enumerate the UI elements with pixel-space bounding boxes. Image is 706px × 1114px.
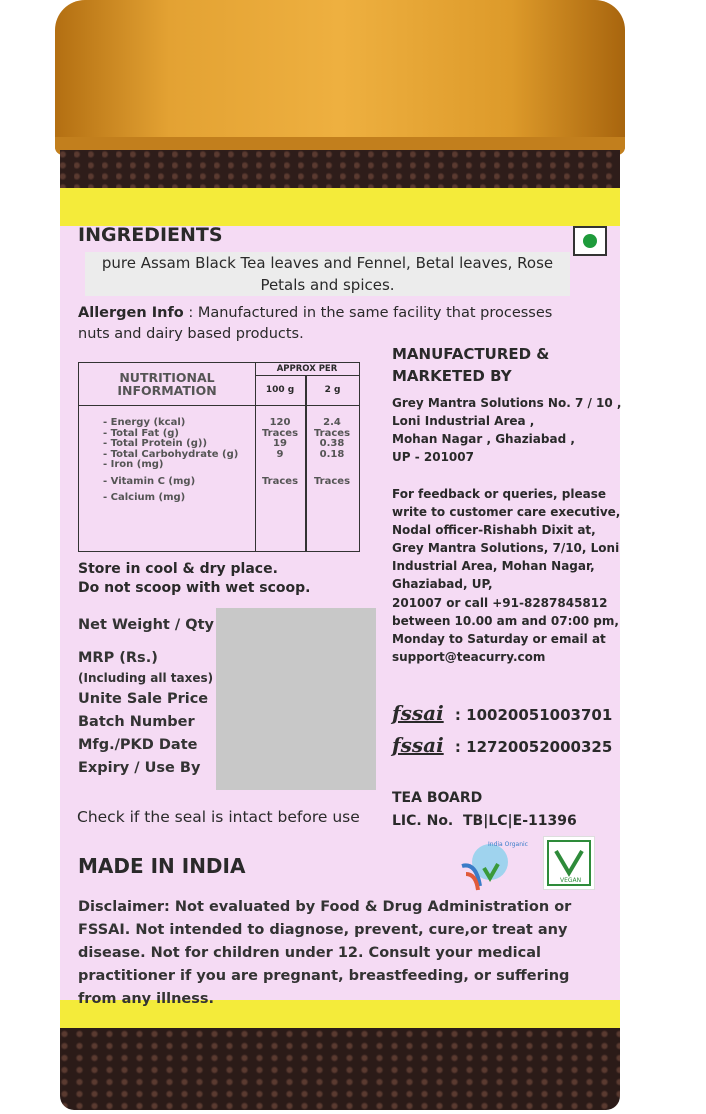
col-100g: 100 g xyxy=(265,385,295,395)
unit-price-label: Unite Sale Price xyxy=(78,691,209,707)
text-line: Grey Mantra Solutions No. 7 / 10 , xyxy=(392,396,622,410)
nutrition-v2: 0.38 xyxy=(319,438,345,449)
svg-text:India Organic: India Organic xyxy=(488,841,528,848)
mfg-date-label: Mfg./PKD Date xyxy=(78,737,198,753)
fssai-license-1: : 10020051003701 xyxy=(454,706,613,724)
fssai-logo: fssai xyxy=(392,733,444,757)
text-line: 201007 or call +91-8287845812 xyxy=(392,595,608,610)
nutrition-name: - Total Carbohydrate (g) xyxy=(103,448,239,460)
label-band-top xyxy=(60,188,620,226)
text-line: Loni Industrial Area , xyxy=(392,414,535,428)
text-line: between 10.00 am and 07:00 pm, xyxy=(392,613,619,628)
nutrition-row xyxy=(103,492,353,503)
tea-leaves-bottom xyxy=(60,1028,620,1110)
nutrition-v100: 19 xyxy=(273,438,287,449)
batch-number-label: Batch Number xyxy=(78,714,195,730)
ingredients-title: INGREDIENTS xyxy=(78,224,223,246)
text-line: Nodal officer-Rishabh Dixit at, xyxy=(392,523,596,538)
nutrition-v100: 9 xyxy=(276,448,284,460)
text-line: Industrial Area, Mohan Nagar, xyxy=(392,559,595,574)
feedback-info xyxy=(392,485,620,666)
fssai-license-2: : 12720052000325 xyxy=(454,738,613,756)
india-organic-logo-icon xyxy=(458,838,528,893)
tea-board-title: TEA BOARD xyxy=(392,790,483,806)
veg-mark-icon xyxy=(573,226,607,256)
svg-text:VEGAN: VEGAN xyxy=(560,877,582,884)
nutrition-v2: Traces xyxy=(313,476,351,487)
text-line: Monday to Saturday or email at xyxy=(392,631,606,646)
tea-board-license xyxy=(392,787,577,833)
expiry-label: Expiry / Use By xyxy=(78,760,201,776)
manufacturer-title: MANUFACTURED & MARKETED BY xyxy=(392,345,550,385)
nutrition-v2: Traces xyxy=(313,427,351,439)
ingredients-text: pure Assam Black Tea leaves and Fennel, Betal leaves, Rose Petals and spices. xyxy=(85,252,570,296)
nutrition-row xyxy=(103,438,353,449)
nutrition-table xyxy=(78,362,360,552)
fssai-logo: fssai xyxy=(392,701,444,725)
print-area xyxy=(216,608,376,790)
made-in-india: MADE IN INDIA xyxy=(78,854,246,878)
text-line: support@teacurry.com xyxy=(392,649,546,664)
approx-per-header: APPROX PER xyxy=(276,364,338,374)
text-line: Grey Mantra Solutions, 7/10, Loni xyxy=(392,541,620,556)
allergen-label: Allergen Info xyxy=(78,305,184,321)
text-line: For feedback or queries, please xyxy=(392,487,606,501)
text-line: Mohan Nagar , Ghaziabad , xyxy=(392,432,575,446)
nutrition-row xyxy=(103,459,353,476)
nutrition-v100: Traces xyxy=(261,427,299,439)
nutrition-v2: 0.18 xyxy=(319,448,345,460)
jar-lid xyxy=(55,0,625,155)
disclaimer: Disclaimer: Not evaluated by Food & Drug Administration or FSSAI. Not intended to diagnose, prevent, cure,or treat any disease. Not for children under 12. Consult your medical practitioner if you are pregnant, breastfeeding, or suffering from any illness. xyxy=(78,899,572,1007)
taxes-note: (Including all taxes) xyxy=(78,671,214,685)
manufacturer-address xyxy=(392,394,621,466)
nutrition-title-1: NUTRITIONAL xyxy=(119,370,215,385)
mrp-label: MRP (Rs.) xyxy=(78,650,158,666)
text-line: UP - 201007 xyxy=(392,450,474,464)
nutrition-name: - Vitamin C (mg) xyxy=(103,476,196,487)
net-weight-label: Net Weight / Qty xyxy=(78,617,214,633)
nutrition-row xyxy=(103,476,353,492)
nutrition-v100: Traces xyxy=(261,476,299,487)
allergen-info xyxy=(78,303,588,345)
nutrition-row xyxy=(103,417,353,428)
nutrition-name: - Iron (mg) xyxy=(103,459,164,470)
nutrition-name: - Total Fat (g) xyxy=(103,427,179,439)
fssai-licenses xyxy=(392,698,612,762)
nutrition-name: - Calcium (mg) xyxy=(103,492,186,503)
product-fields xyxy=(78,617,214,783)
storage-instructions xyxy=(78,560,311,598)
storage-line: Do not scoop with wet scoop. xyxy=(78,580,311,596)
nutrition-name: - Energy (kcal) xyxy=(103,417,186,428)
vegan-logo-icon xyxy=(543,836,595,890)
text-line: write to customer care executive, xyxy=(392,505,621,520)
seal-note: Check if the seal is intact before use xyxy=(77,808,360,826)
col-2g: 2 g xyxy=(324,385,341,395)
text-line: Ghaziabad, UP, xyxy=(392,577,493,592)
storage-line: Store in cool & dry place. xyxy=(78,561,278,577)
nutrition-row xyxy=(103,428,353,439)
nutrition-row xyxy=(103,449,353,460)
nutrition-v2: 2.4 xyxy=(323,417,341,428)
tea-board-number: LIC. No. TB|LC|E-11396 xyxy=(392,813,577,829)
nutrition-v100: 120 xyxy=(269,417,291,428)
tea-leaves-top xyxy=(60,150,620,190)
allergen-text: : Manufactured in the same facility that processes nuts and dairy based products. xyxy=(78,305,553,342)
nutrition-name: - Total Protein (g)) xyxy=(103,438,208,449)
nutrition-title-2: INFORMATION xyxy=(117,383,217,398)
